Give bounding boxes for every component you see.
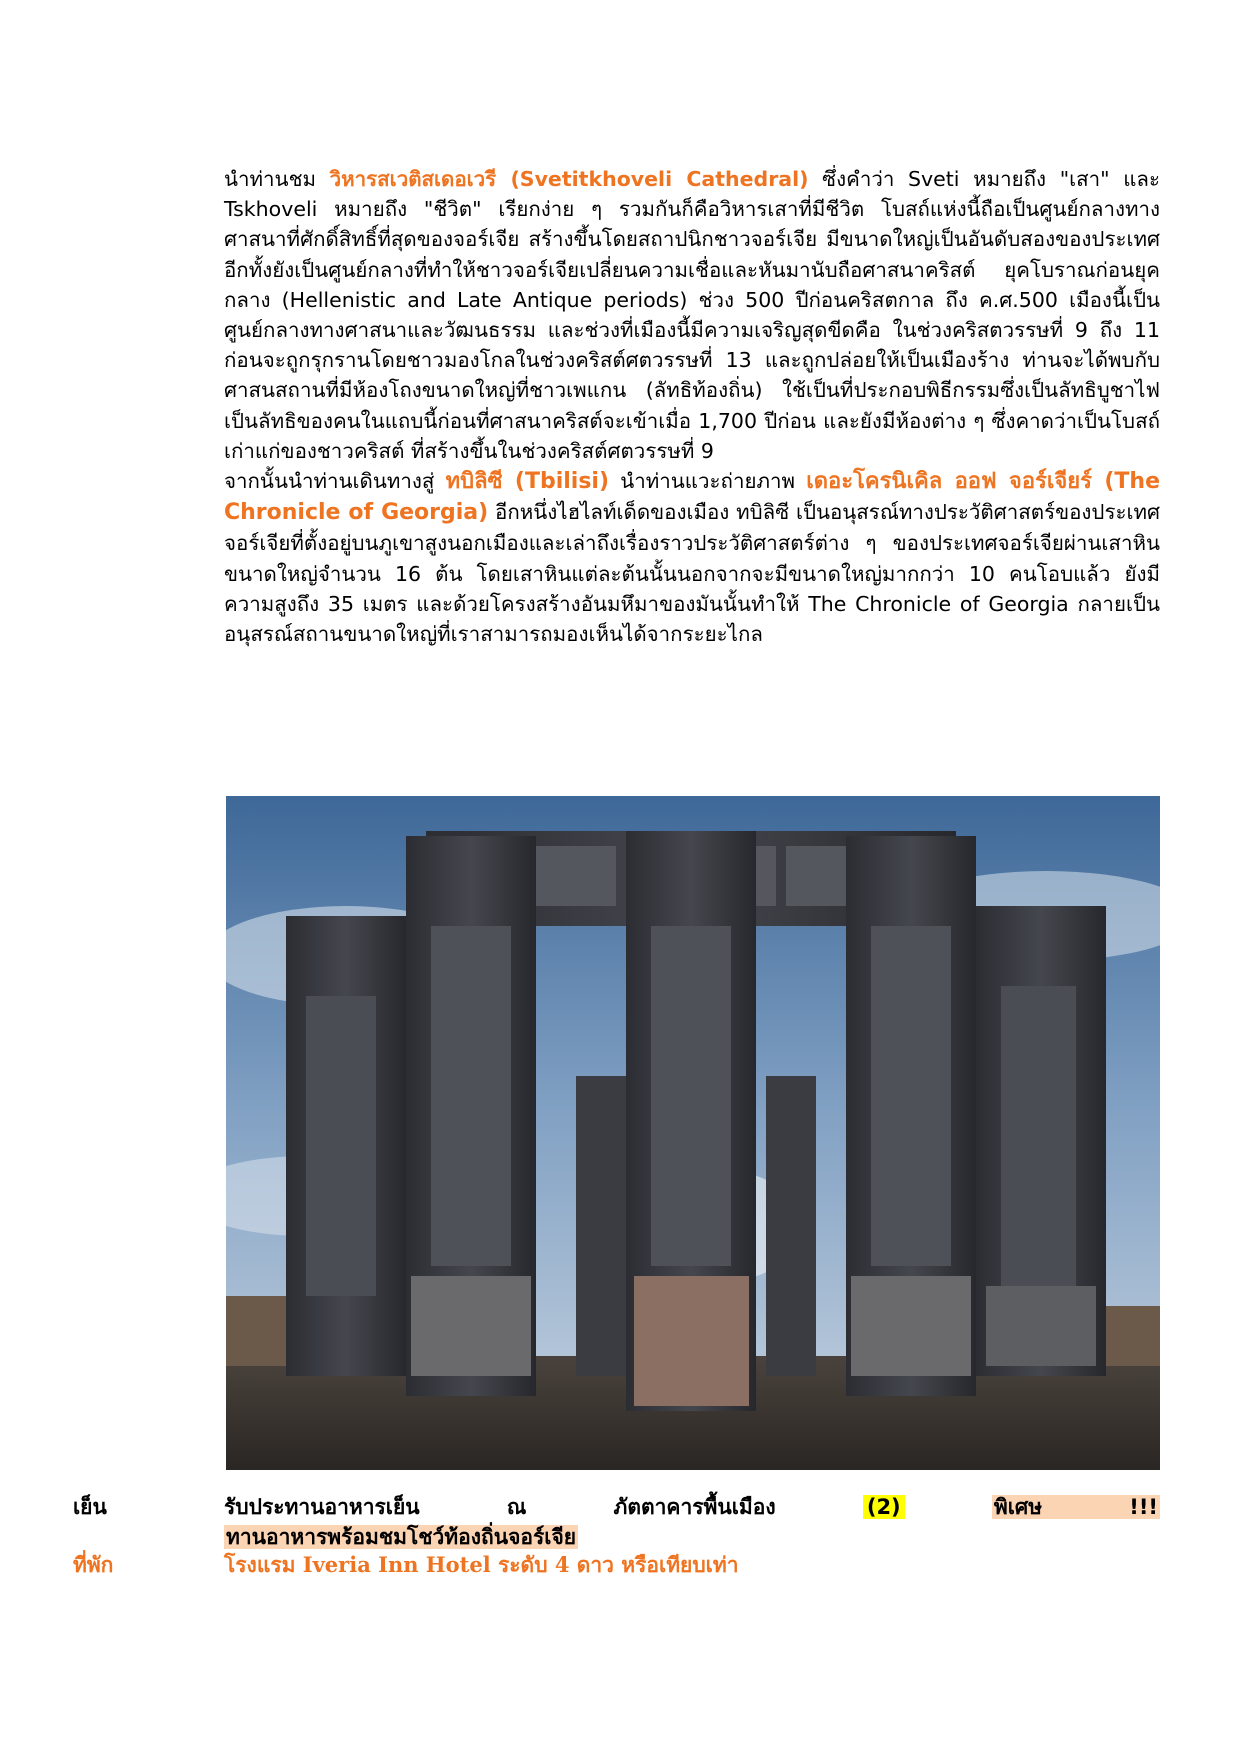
chronicle-name: เดอะโครนิเคิล ออฟ จอร์เจียร์ (The Chronicle of Georgia) (224, 469, 1160, 526)
dinner-details (224, 1492, 1160, 1552)
dinner-line-2 (224, 1522, 1160, 1552)
dinner-line (224, 1492, 1160, 1522)
itinerary-body (224, 164, 1160, 649)
intro-text: นำท่านชม (224, 167, 330, 191)
chronicle-description: อีกหนึ่งไฮไลท์เด็ดของเมือง ทบิลิซี เป็นอนุสรณ์ทางประวัติศาสตร์ของประเทศจอร์เจียที่ตั้งอยู่บนภูเขาสูงนอกเมืองและเล่าถึงเรื่องราวประวัติศาสตร์ต่าง ๆ ของประเทศจอร์เจียผ่านเสาหินขนาดใหญ่จำนวน 16 ต้น โดยเสาหินแต่ละต้นนั้นนอกจากจะมีขนาดใหญ่มากกว่า 10 คนโอบแล้ว ยังมีความสูงถึง 35 เมตร และด้วยโครงสร้างอันมหึมาของมันนั้นทำให้ The Chronicle of Georgia กลายเป็นอนุสรณ์สถานขนาดใหญ่ที่เราสามารถมองเห็นได้จากระยะไกล (224, 500, 1160, 647)
paragraph-cathedral (224, 164, 1160, 466)
monument-illustration (226, 796, 1160, 1470)
tbilisi-name: ทบิลิซี (Tbilisi) (445, 469, 610, 495)
intro-text: จากนั้นนำท่านเดินทางสู่ (224, 469, 446, 494)
hotel-details: โรงแรม Iveria Inn Hotel ระดับ 4 ดาว หรือเทียบเท่า (224, 1552, 739, 1577)
special-show-text: ทานอาหารพร้อมชมโชว์ท้องถิ่นจอร์เจีย (226, 1525, 577, 1549)
paragraph-tbilisi (224, 466, 1160, 649)
dinner-text: รับประทานอาหารเย็น ณ ภัตตาคารพื้นเมือง (224, 1495, 863, 1519)
hotel-label: ที่พัก (73, 1553, 114, 1577)
cathedral-name: วิหารสเวติสเดอเวรี (Svetitkhoveli Cathedral) (329, 167, 809, 191)
special-badge: พิเศษ !!! (993, 1495, 1158, 1519)
meal-count-badge: (2) (863, 1495, 905, 1519)
cathedral-description: ซึ่งคำว่า Sveti หมายถึง "เสา" และ Tskhoveli หมายถึง "ชีวิต" เรียกง่าย ๆ รวมกันก็คือวิหารเสาที่มีชีวิต โบสถ์แห่งนี้ถือเป็นศูนย์กลางทางศาสนาที่ศักดิ์สิทธิ์ที่สุดของจอร์เจีย สร้างขึ้นโดยสถาปนิกชาวจอร์เจีย มีขนาดใหญ่เป็นอันดับสองของประเทศ อีกทั้งยังเป็นศูนย์กลางที่ทำให้ชาวจอร์เจียเปลี่ยนความเชื่อและหันมานับถือศาสนาคริสต์ ยุคโบราณก่อนยุคกลาง (Hellenistic and Late Antique periods) ช่วง 500 ปีก่อนคริสตกาล ถึง ค.ศ.500 เมืองนี้เป็นศูนย์กลางทางศาสนาและวัฒนธรรม และช่วงที่เมืองนี้มีความเจริญสุดขีดคือ ในช่วงคริสตวรรษที่ 9 ถึง 11 ก่อนจะถูกรุกรานโดยชาวมองโกลในช่วงคริสต์ศตวรรษที่ 13 และถูกปล่อยให้เป็นเมืองร้าง ท่านจะได้พบกับศาสนสถานที่มีห้องโถงขนาดใหญ่ที่ชาวเพแกน (ลัทธิท้องถิ่น) ใช้เป็นที่ประกอบพิธีกรรมซึ่งเป็นลัทธิบูชาไฟ เป็นลัทธิของคนในแถบนี้ก่อนที่ศาสนาคริสต์จะเข้าเมื่อ 1,700 ปีก่อน และยังมีห้องต่าง ๆ ซึ่งคาดว่าเป็นโบสถ์เก่าแก่ของชาวคริสต์ ที่สร้างขึ้นในช่วงคริสต์ศตวรรษที่ 9 (224, 167, 1161, 463)
dinner-label: เย็น (73, 1495, 107, 1519)
transition-text: นำท่านแวะถ่ายภาพ (609, 469, 807, 494)
chronicle-of-georgia-photo (226, 796, 1160, 1470)
